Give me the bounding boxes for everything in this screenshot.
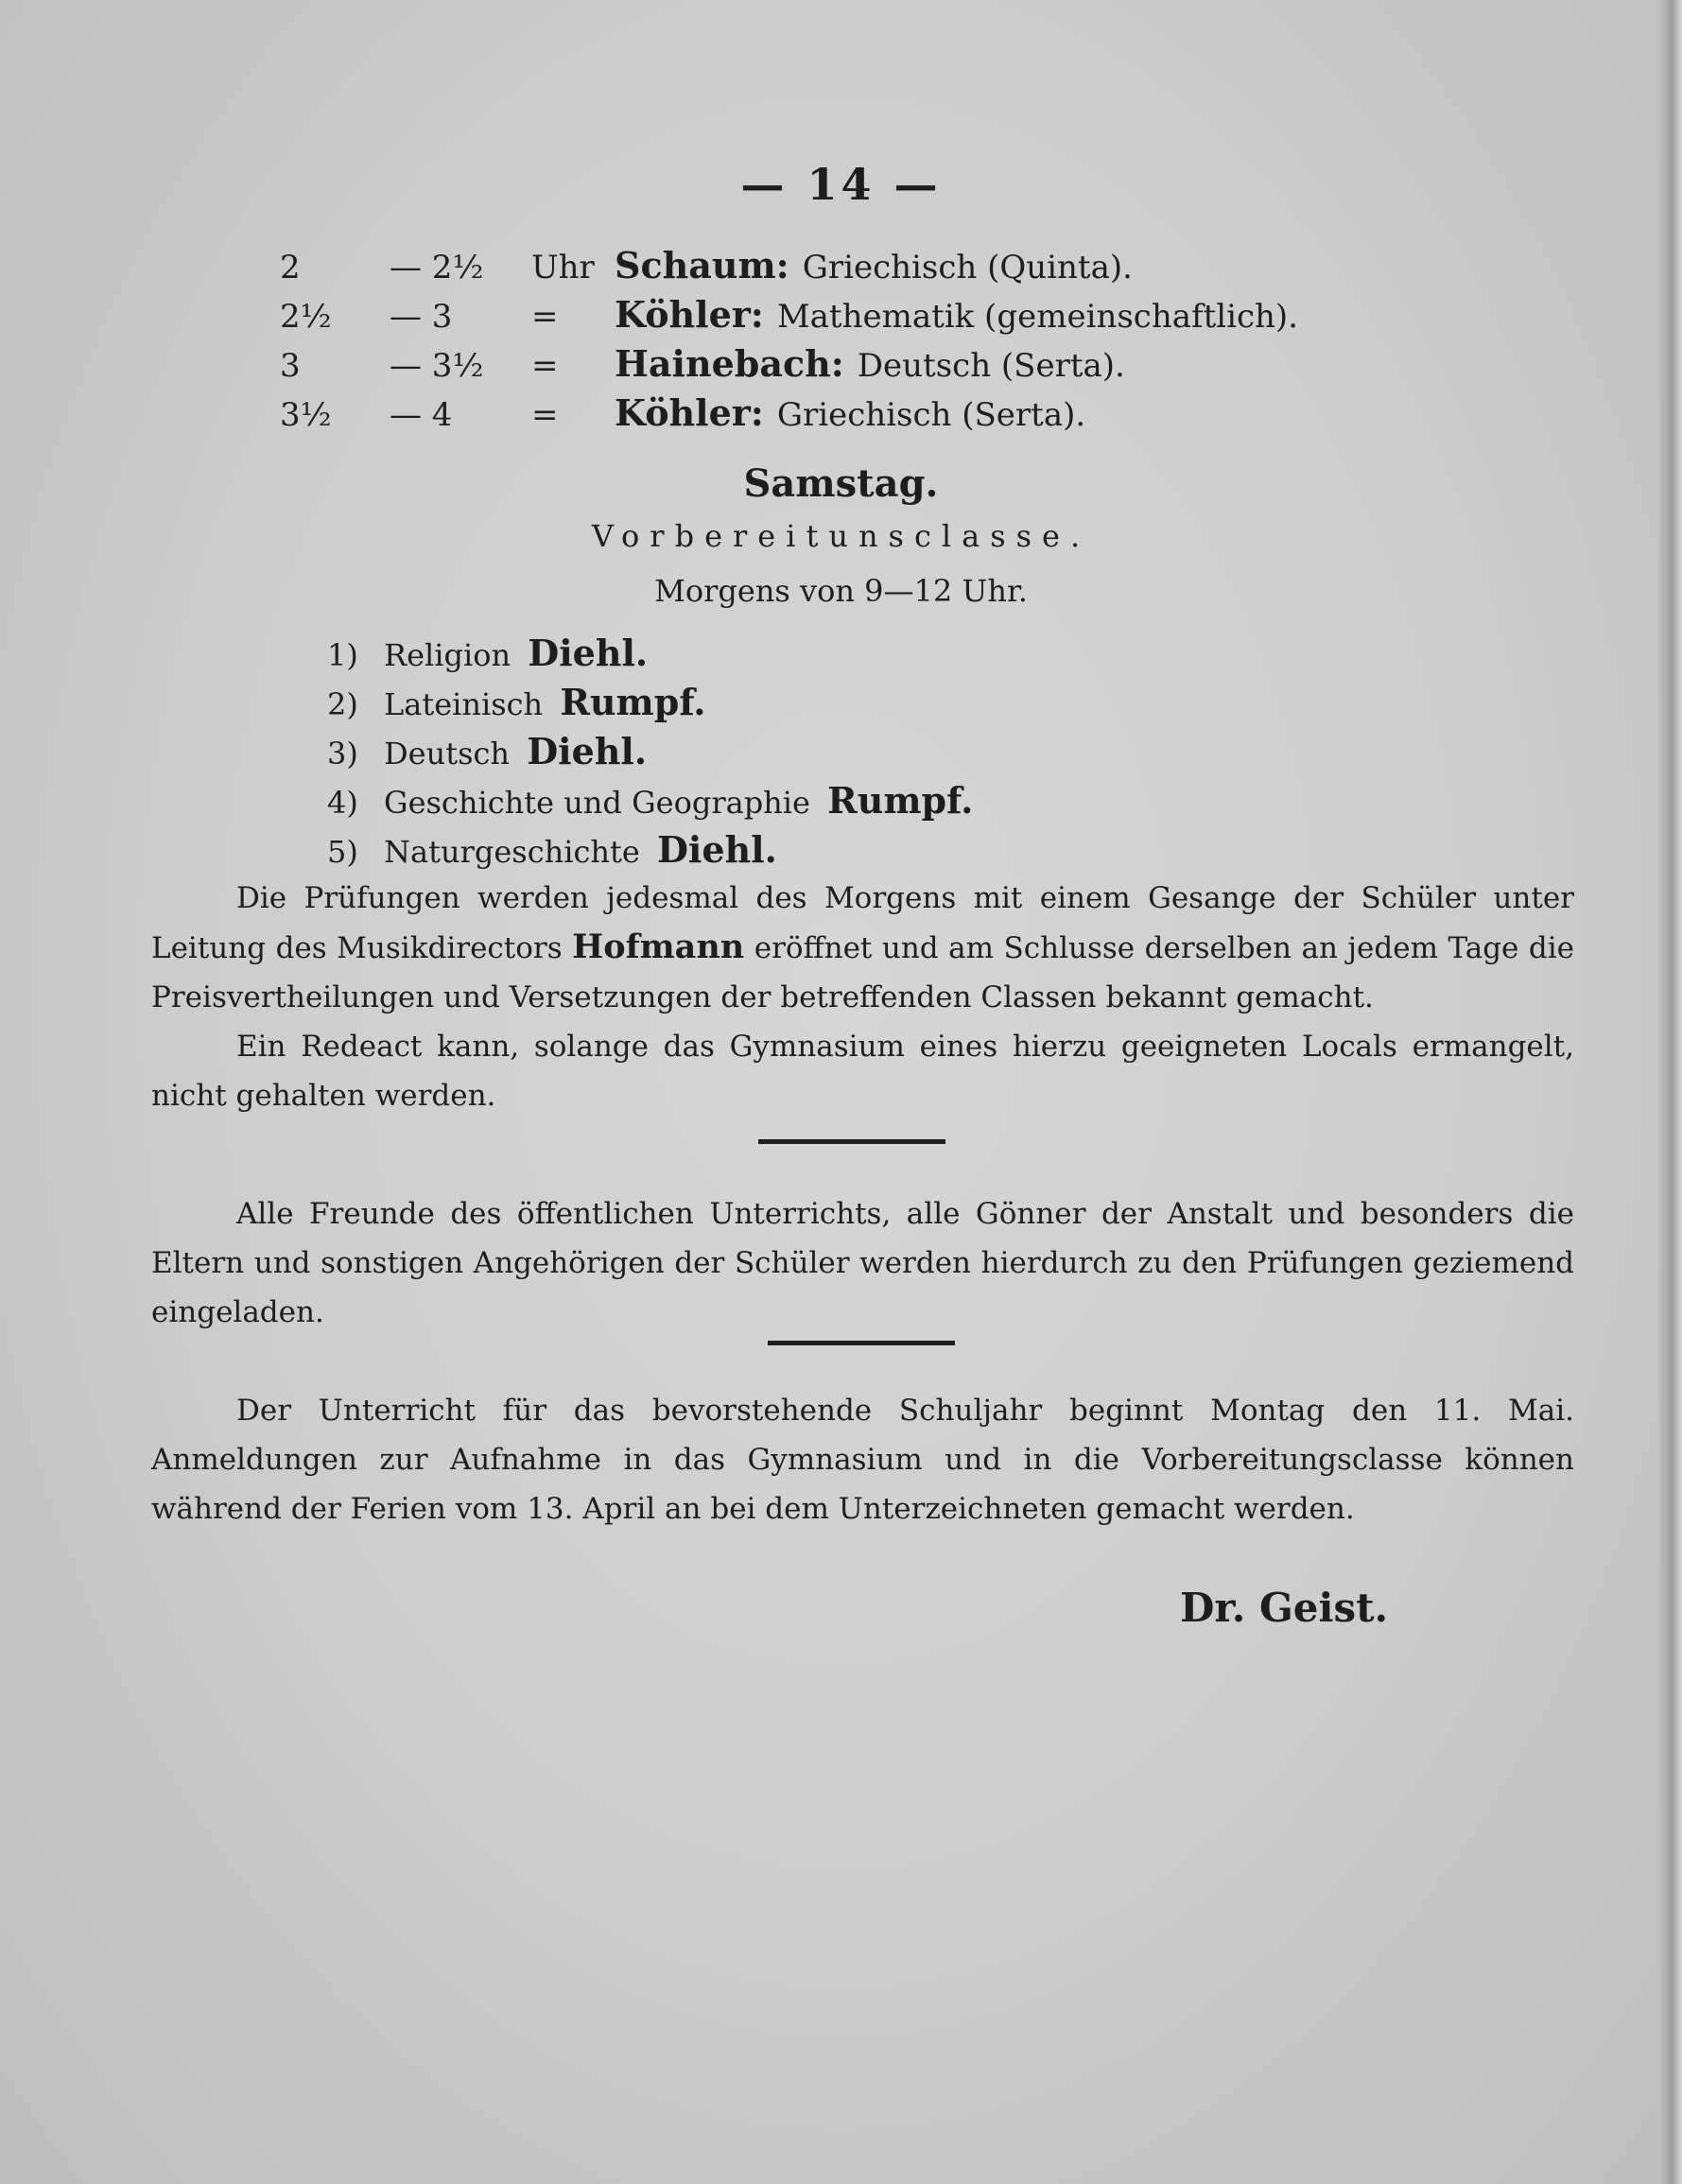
schedule-row xyxy=(280,293,1414,342)
school-year-paragraph xyxy=(151,1386,1574,1534)
time-to: — 3 xyxy=(390,298,453,336)
exam-teacher: Rumpf. xyxy=(560,681,706,723)
exam-item xyxy=(327,681,1367,730)
subject: Mathematik (gemeinschaftlich). xyxy=(776,298,1298,336)
paragraph-text: Alle Freunde des öffentlichen Unterrichts, alle Gönner der Anstalt und besonders die Eltern und sonstigen Angehörigen der Schüler werden hierdurch zu den Prüfungen geziemend eingeladen. xyxy=(151,1197,1574,1329)
exam-procedure-paragraph xyxy=(151,874,1574,1022)
exam-teacher: Diehl. xyxy=(656,828,777,871)
schedule-row xyxy=(280,244,1414,293)
time-from: 3½ xyxy=(280,396,332,434)
schedule-table xyxy=(280,244,1414,441)
time-to: — 3½ xyxy=(390,347,484,385)
time-from: 3 xyxy=(280,347,301,385)
schedule-row xyxy=(280,342,1414,391)
exam-item xyxy=(327,779,1367,828)
exam-notice-paragraphs xyxy=(151,874,1574,1120)
exam-item xyxy=(327,828,1367,877)
exam-list xyxy=(327,632,1367,877)
subject: Griechisch (Serta). xyxy=(776,396,1086,434)
paragraph-text: Die Prüfungen werden jedesmal des Morgens mit einem Gesange der Schüler unter Leitung des Musikdirectors xyxy=(151,881,1574,965)
page-edge-shadow xyxy=(1657,0,1682,2184)
day-heading: Samstag. xyxy=(743,461,939,506)
section-divider xyxy=(758,1139,945,1144)
exam-subject: Religion xyxy=(384,637,512,673)
exam-number: 3) xyxy=(327,736,358,771)
paragraph-text: eröffnet und am Schlusse derselben an jedem Tage die Preisvertheilungen und Versetzungen der betreffenden Classen bekannt gemacht. xyxy=(151,931,1575,1014)
signature: Dr. Geist. xyxy=(1180,1585,1389,1631)
exam-number: 4) xyxy=(327,785,358,821)
time-unit: = xyxy=(531,347,559,385)
exam-item xyxy=(327,632,1367,681)
teacher-name: Köhler: xyxy=(615,391,764,434)
exam-subject: Deutsch xyxy=(384,736,511,771)
exam-number: 5) xyxy=(327,834,358,870)
time-unit: Uhr xyxy=(531,249,595,286)
time-to: — 4 xyxy=(390,396,453,434)
paragraph-text: Der Unterricht für das bevorstehende Schuljahr beginnt Montag den 11. Mai. Anmeldungen zur Aufnahme in das Gymnasium und in die Vorbereitungsclasse können während der Ferien vom 13. April an bei dem Unterzeichneten gemacht werden. xyxy=(151,1394,1574,1526)
teacher-name: Schaum: xyxy=(615,244,789,286)
time-heading: Morgens von 9—12 Uhr. xyxy=(654,573,1028,609)
invitation-paragraph xyxy=(151,1189,1574,1337)
time-from: 2½ xyxy=(280,298,332,336)
subject: Deutsch (Serta). xyxy=(857,347,1125,385)
time-from: 2 xyxy=(280,249,301,286)
music-director-name: Hofmann xyxy=(572,927,745,966)
schedule-row xyxy=(280,391,1414,441)
page-number: — 14 — xyxy=(740,159,942,210)
subject: Griechisch (Quinta). xyxy=(802,249,1133,286)
exam-subject: Lateinisch xyxy=(384,686,544,722)
time-unit: = xyxy=(531,396,559,434)
teacher-name: Köhler: xyxy=(615,293,764,336)
exam-teacher: Diehl. xyxy=(527,730,648,772)
time-to: — 2½ xyxy=(390,249,484,286)
exam-item xyxy=(327,730,1367,779)
exam-teacher: Diehl. xyxy=(528,632,649,674)
time-unit: = xyxy=(531,298,559,336)
teacher-name: Hainebach: xyxy=(615,342,844,385)
exam-subject: Naturgeschichte xyxy=(384,834,640,870)
section-divider xyxy=(768,1341,955,1345)
speech-act-paragraph: Ein Redeact kann, solange das Gymnasium eines hierzu geeigneten Locals ermangelt, nicht gehalten werden. xyxy=(151,1030,1574,1113)
exam-subject: Geschichte und Geographie xyxy=(384,785,810,821)
exam-number: 2) xyxy=(327,686,358,722)
class-heading: Vorbereitunsclasse. xyxy=(591,518,1091,554)
exam-teacher: Rumpf. xyxy=(827,779,974,822)
exam-number: 1) xyxy=(327,637,358,673)
